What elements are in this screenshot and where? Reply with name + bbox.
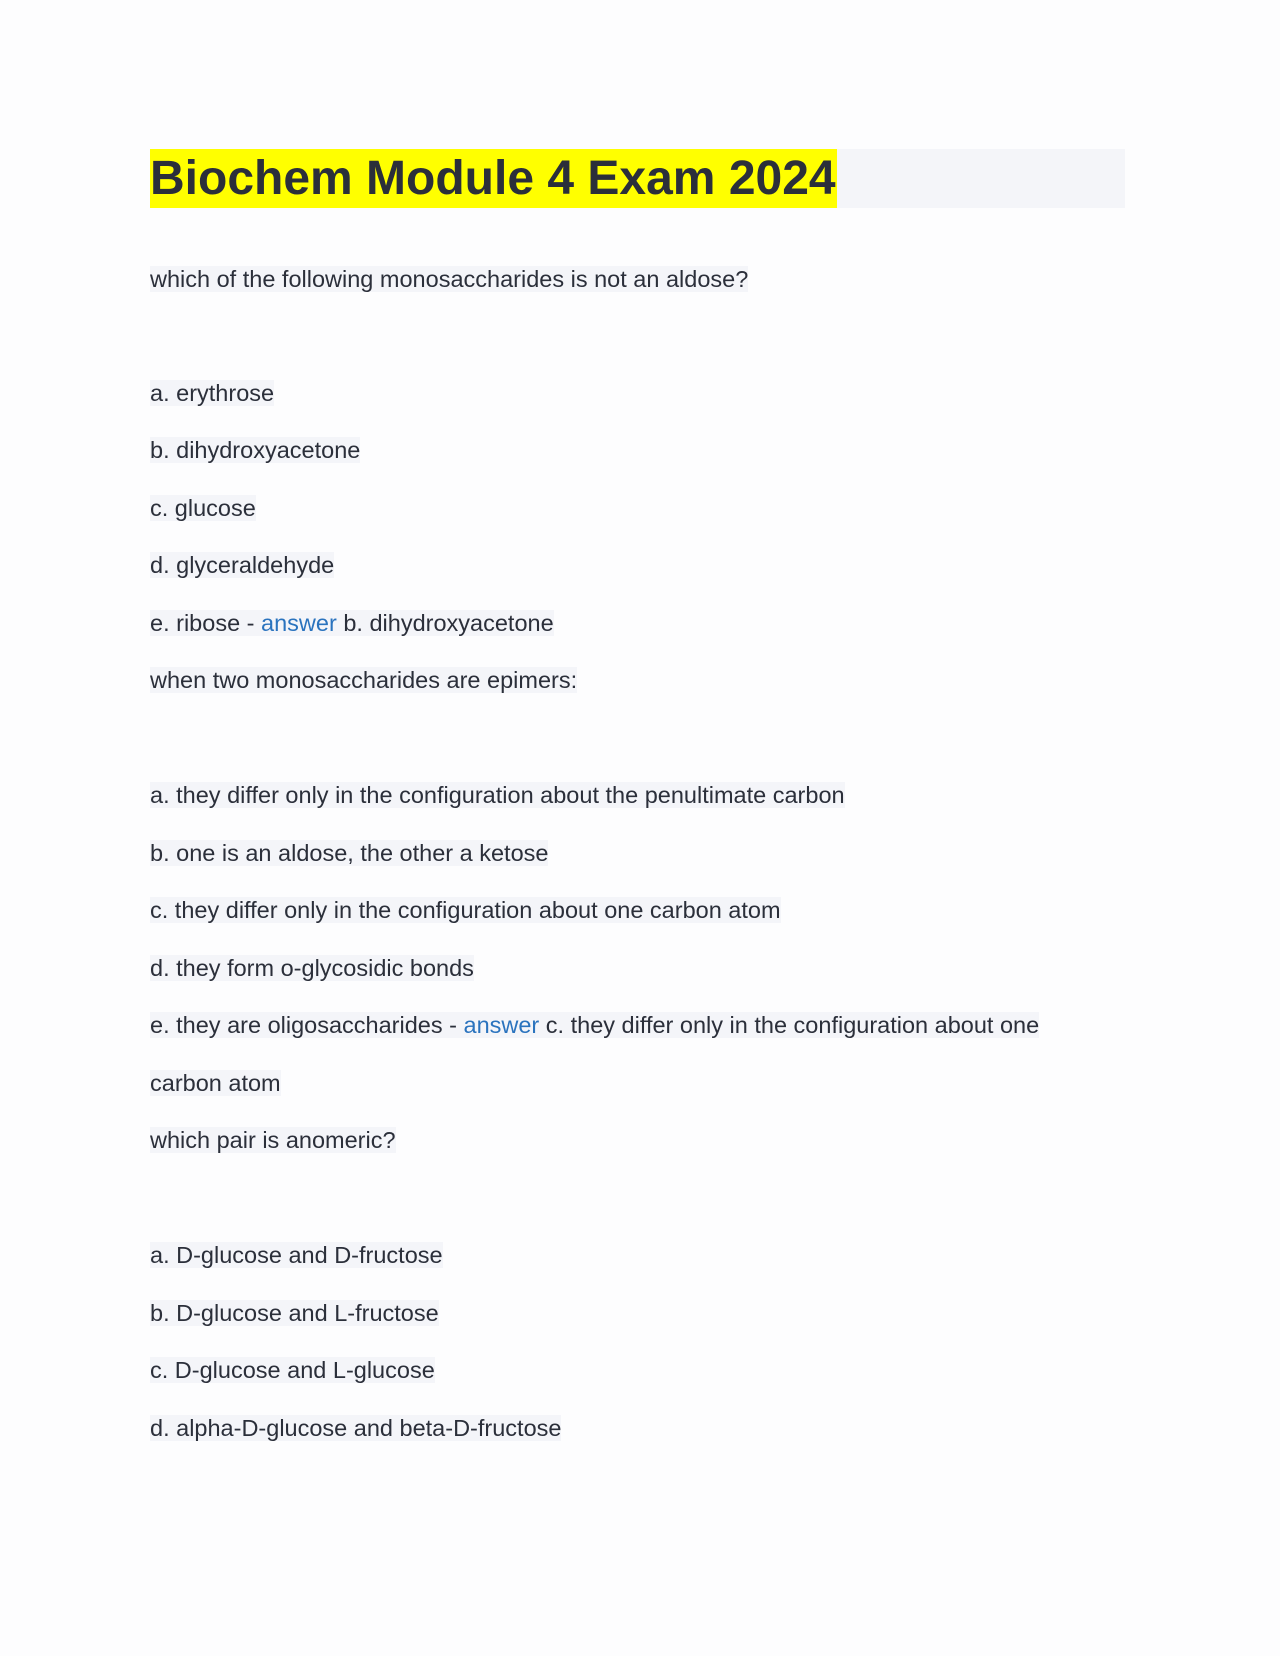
question-2-option-c: c. they differ only in the configuration about one carbon atom — [150, 897, 781, 923]
question-2-answer-continuation: carbon atom — [150, 1070, 281, 1096]
question-3-option-c: c. D-glucose and L-glucose — [150, 1357, 435, 1383]
question-2-option-b: b. one is an aldose, the other a ketose — [150, 840, 549, 866]
document-title: Biochem Module 4 Exam 2024 — [150, 149, 837, 208]
question-3-prompt: which pair is anomeric? — [150, 1127, 396, 1153]
question-2-prompt: when two monosaccharides are epimers: — [150, 667, 578, 693]
answer-link[interactable]: answer — [463, 1012, 540, 1038]
question-1-option-c: c. glucose — [150, 495, 256, 521]
question-1-option-d: d. glyceraldehyde — [150, 552, 335, 578]
question-3-option-b: b. D-glucose and L-fructose — [150, 1300, 439, 1326]
title-row — [150, 149, 1125, 208]
question-1-option-a: a. erythrose — [150, 380, 275, 406]
question-2-option-d: d. they form o-glycosidic bonds — [150, 955, 474, 981]
question-3-option-a: a. D-glucose and D-fructose — [150, 1242, 443, 1268]
question-1-option-b: b. dihydroxyacetone — [150, 437, 361, 463]
question-2-option-e-with-answer: e. they are oligosaccharides - answer c. they differ only in the configuration about one — [150, 1012, 1040, 1038]
question-3-option-d: d. alpha-D-glucose and beta-D-fructose — [150, 1415, 562, 1441]
answer-link[interactable]: answer — [261, 610, 337, 636]
question-1-prompt: which of the following monosaccharides is not an aldose? — [150, 266, 749, 292]
question-1-option-e-with-answer: e. ribose - answer b. dihydroxyacetone — [150, 610, 554, 636]
question-2-option-a: a. they differ only in the configuration about the penultimate carbon — [150, 782, 845, 808]
